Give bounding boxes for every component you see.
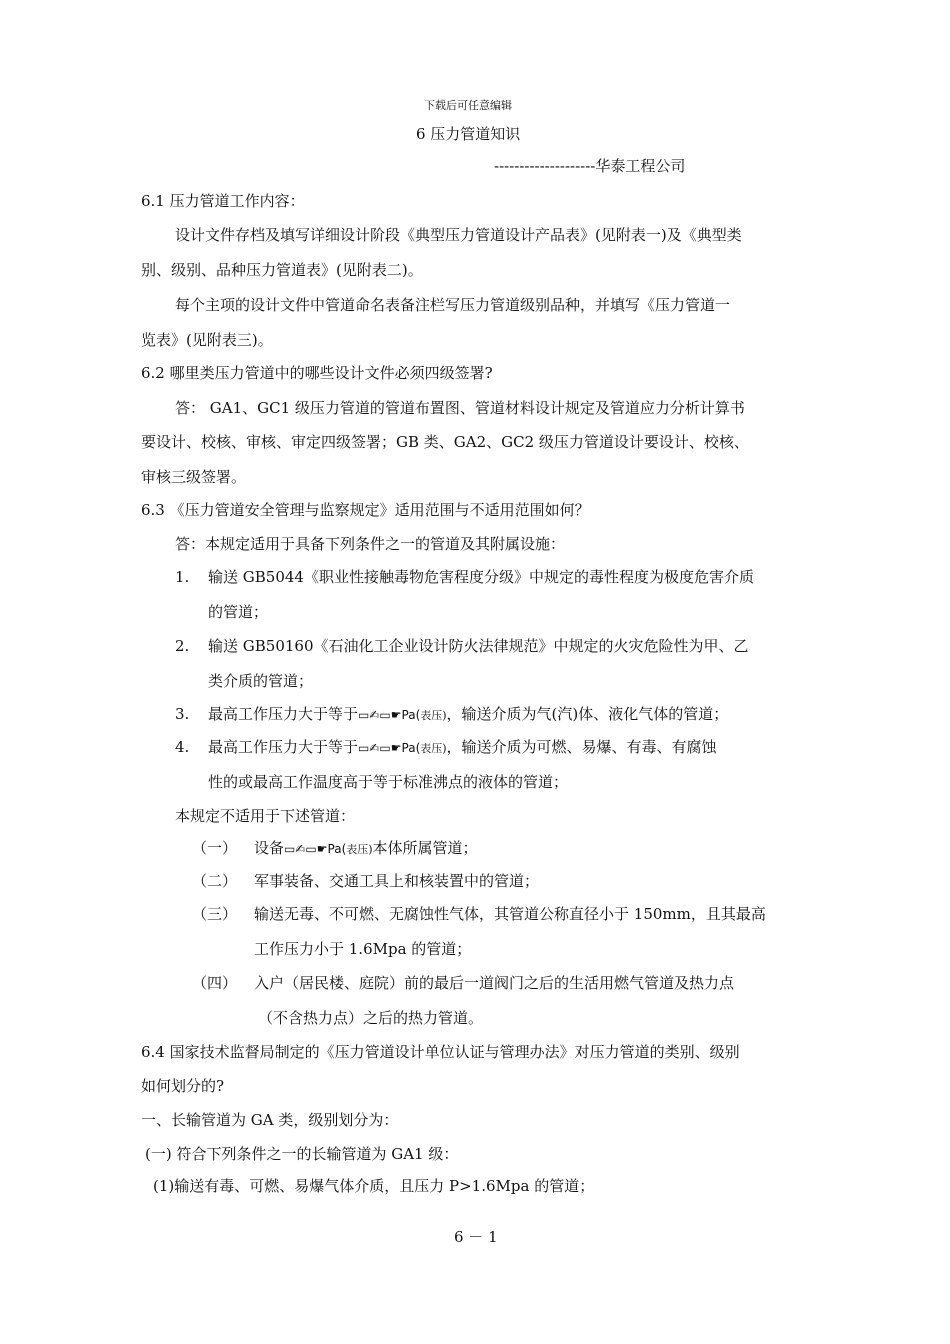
list-item-line: 的管道； xyxy=(208,603,269,621)
item-text: ，输送介质为可燃、易爆、有毒、有腐蚀 xyxy=(446,738,717,756)
section-6-3-heading: 6.3 《压力管道安全管理与监察规定》适用范围与不适用范围如何？ xyxy=(141,501,590,519)
item-text: 本体所属管道； xyxy=(372,839,478,857)
answer-line: 审核三级签署。 xyxy=(141,468,247,486)
garbled-symbols: ▭✍▭☛ xyxy=(358,741,402,755)
exclusion-number: （四） xyxy=(192,974,238,992)
garbled-symbols: ▭✍▭☛ xyxy=(284,842,328,856)
list-item-line xyxy=(208,737,717,759)
company-line: --------------------华泰工程公司 xyxy=(494,157,686,175)
unit-note: 表压) xyxy=(346,843,373,856)
section-6-2-heading: 6.2 哪里类压力管道中的哪些设计文件必须四级签署? xyxy=(141,364,493,382)
unit-text: Pa( xyxy=(327,842,347,856)
section-6-1-heading: 6.1 压力管道工作内容： xyxy=(141,192,305,210)
exclusion-line: （不含热力点）之后的热力管道。 xyxy=(258,1009,484,1027)
exclusion-number: （三） xyxy=(192,905,238,923)
header-note: 下载后可任意编辑 xyxy=(424,99,512,112)
body-line: 一、长输管道为 GA 类，级别划分为： xyxy=(141,1111,399,1129)
item-text: 最高工作压力大于等于 xyxy=(208,738,359,756)
list-item-line: 性的或最高工作温度高于等于标准沸点的液体的管道； xyxy=(208,773,569,791)
list-number: 3. xyxy=(175,705,190,723)
page-number: 6 － 1 xyxy=(454,1228,498,1246)
unit-text: Pa( xyxy=(401,708,421,722)
paragraph-line: 别、级别、品种压力管道表》(见附表二)。 xyxy=(141,261,423,279)
paragraph-line: 每个主项的设计文件中管道命名表备注栏写压力管道级别品种，并填写《压力管道一 xyxy=(175,296,731,314)
item-text: ，输送介质为气(汽)体、液化气体的管道； xyxy=(446,705,729,723)
body-line: (一) 符合下列条件之一的长输管道为 GA1 级： xyxy=(145,1145,459,1163)
paragraph-line: 览表》(见附表三)。 xyxy=(141,331,273,349)
item-text: 设备 xyxy=(254,839,285,857)
not-applicable-intro: 本规定不适用于下述管道： xyxy=(175,807,356,825)
exclusion-line xyxy=(254,838,478,860)
list-number: 4. xyxy=(175,738,190,756)
answer-line: 答： GA1、GC1 级压力管道的管道布置图、管道材料设计规定及管道应力分析计算书 xyxy=(175,399,745,417)
section-6-4-heading-cont: 如何划分的? xyxy=(141,1077,225,1095)
answer-line: 要设计、校核、审核、审定四级签署；GB 类、GA2、GC2 级压力管道设计要设计、校核、 xyxy=(141,433,749,451)
list-item-line xyxy=(208,704,728,726)
list-number: 2. xyxy=(175,637,190,655)
exclusion-line: 入户（居民楼、庭院）前的最后一道阀门之后的生活用燃气管道及热力点 xyxy=(254,974,735,992)
section-6-4-heading: 6.4 国家技术监督局制定的《压力管道设计单位认证与管理办法》对压力管道的类别、级别 xyxy=(141,1043,740,1061)
unit-text: Pa( xyxy=(401,741,421,755)
body-line: (1)输送有毒、可燃、易爆气体介质，且压力 P>1.6Mpa 的管道； xyxy=(153,1177,595,1195)
exclusion-number: （二） xyxy=(192,872,238,890)
page-title: 6 压力管道知识 xyxy=(416,125,521,143)
unit-note: 表压) xyxy=(420,742,447,755)
exclusion-line: 工作压力小于 1.6Mpa 的管道； xyxy=(254,940,472,958)
unit-note: 表压) xyxy=(420,709,447,722)
exclusion-line: 输送无毒、不可燃、无腐蚀性气体，其管道公称直径小于 150mm，且其最高 xyxy=(254,905,766,923)
exclusion-line: 军事装备、交通工具上和核装置中的管道； xyxy=(254,872,540,890)
list-number: 1. xyxy=(175,568,190,586)
item-text: 最高工作压力大于等于 xyxy=(208,705,359,723)
garbled-symbols: ▭✍▭☛ xyxy=(358,708,402,722)
list-item-line: 输送 GB5044《职业性接触毒物危害程度分级》中规定的毒性程度为极度危害介质 xyxy=(208,568,754,586)
exclusion-number: （一） xyxy=(192,839,238,857)
list-item-line: 类介质的管道； xyxy=(208,672,314,690)
list-item-line: 输送 GB50160《石油化工企业设计防火法律规范》中规定的火灾危险性为甲、乙 xyxy=(208,637,749,655)
answer-intro: 答：本规定适用于具备下列条件之一的管道及其附属设施： xyxy=(175,535,566,553)
paragraph-line: 设计文件存档及填写详细设计阶段《典型压力管道设计产品表》(见附表一)及《典型类 xyxy=(175,226,742,244)
